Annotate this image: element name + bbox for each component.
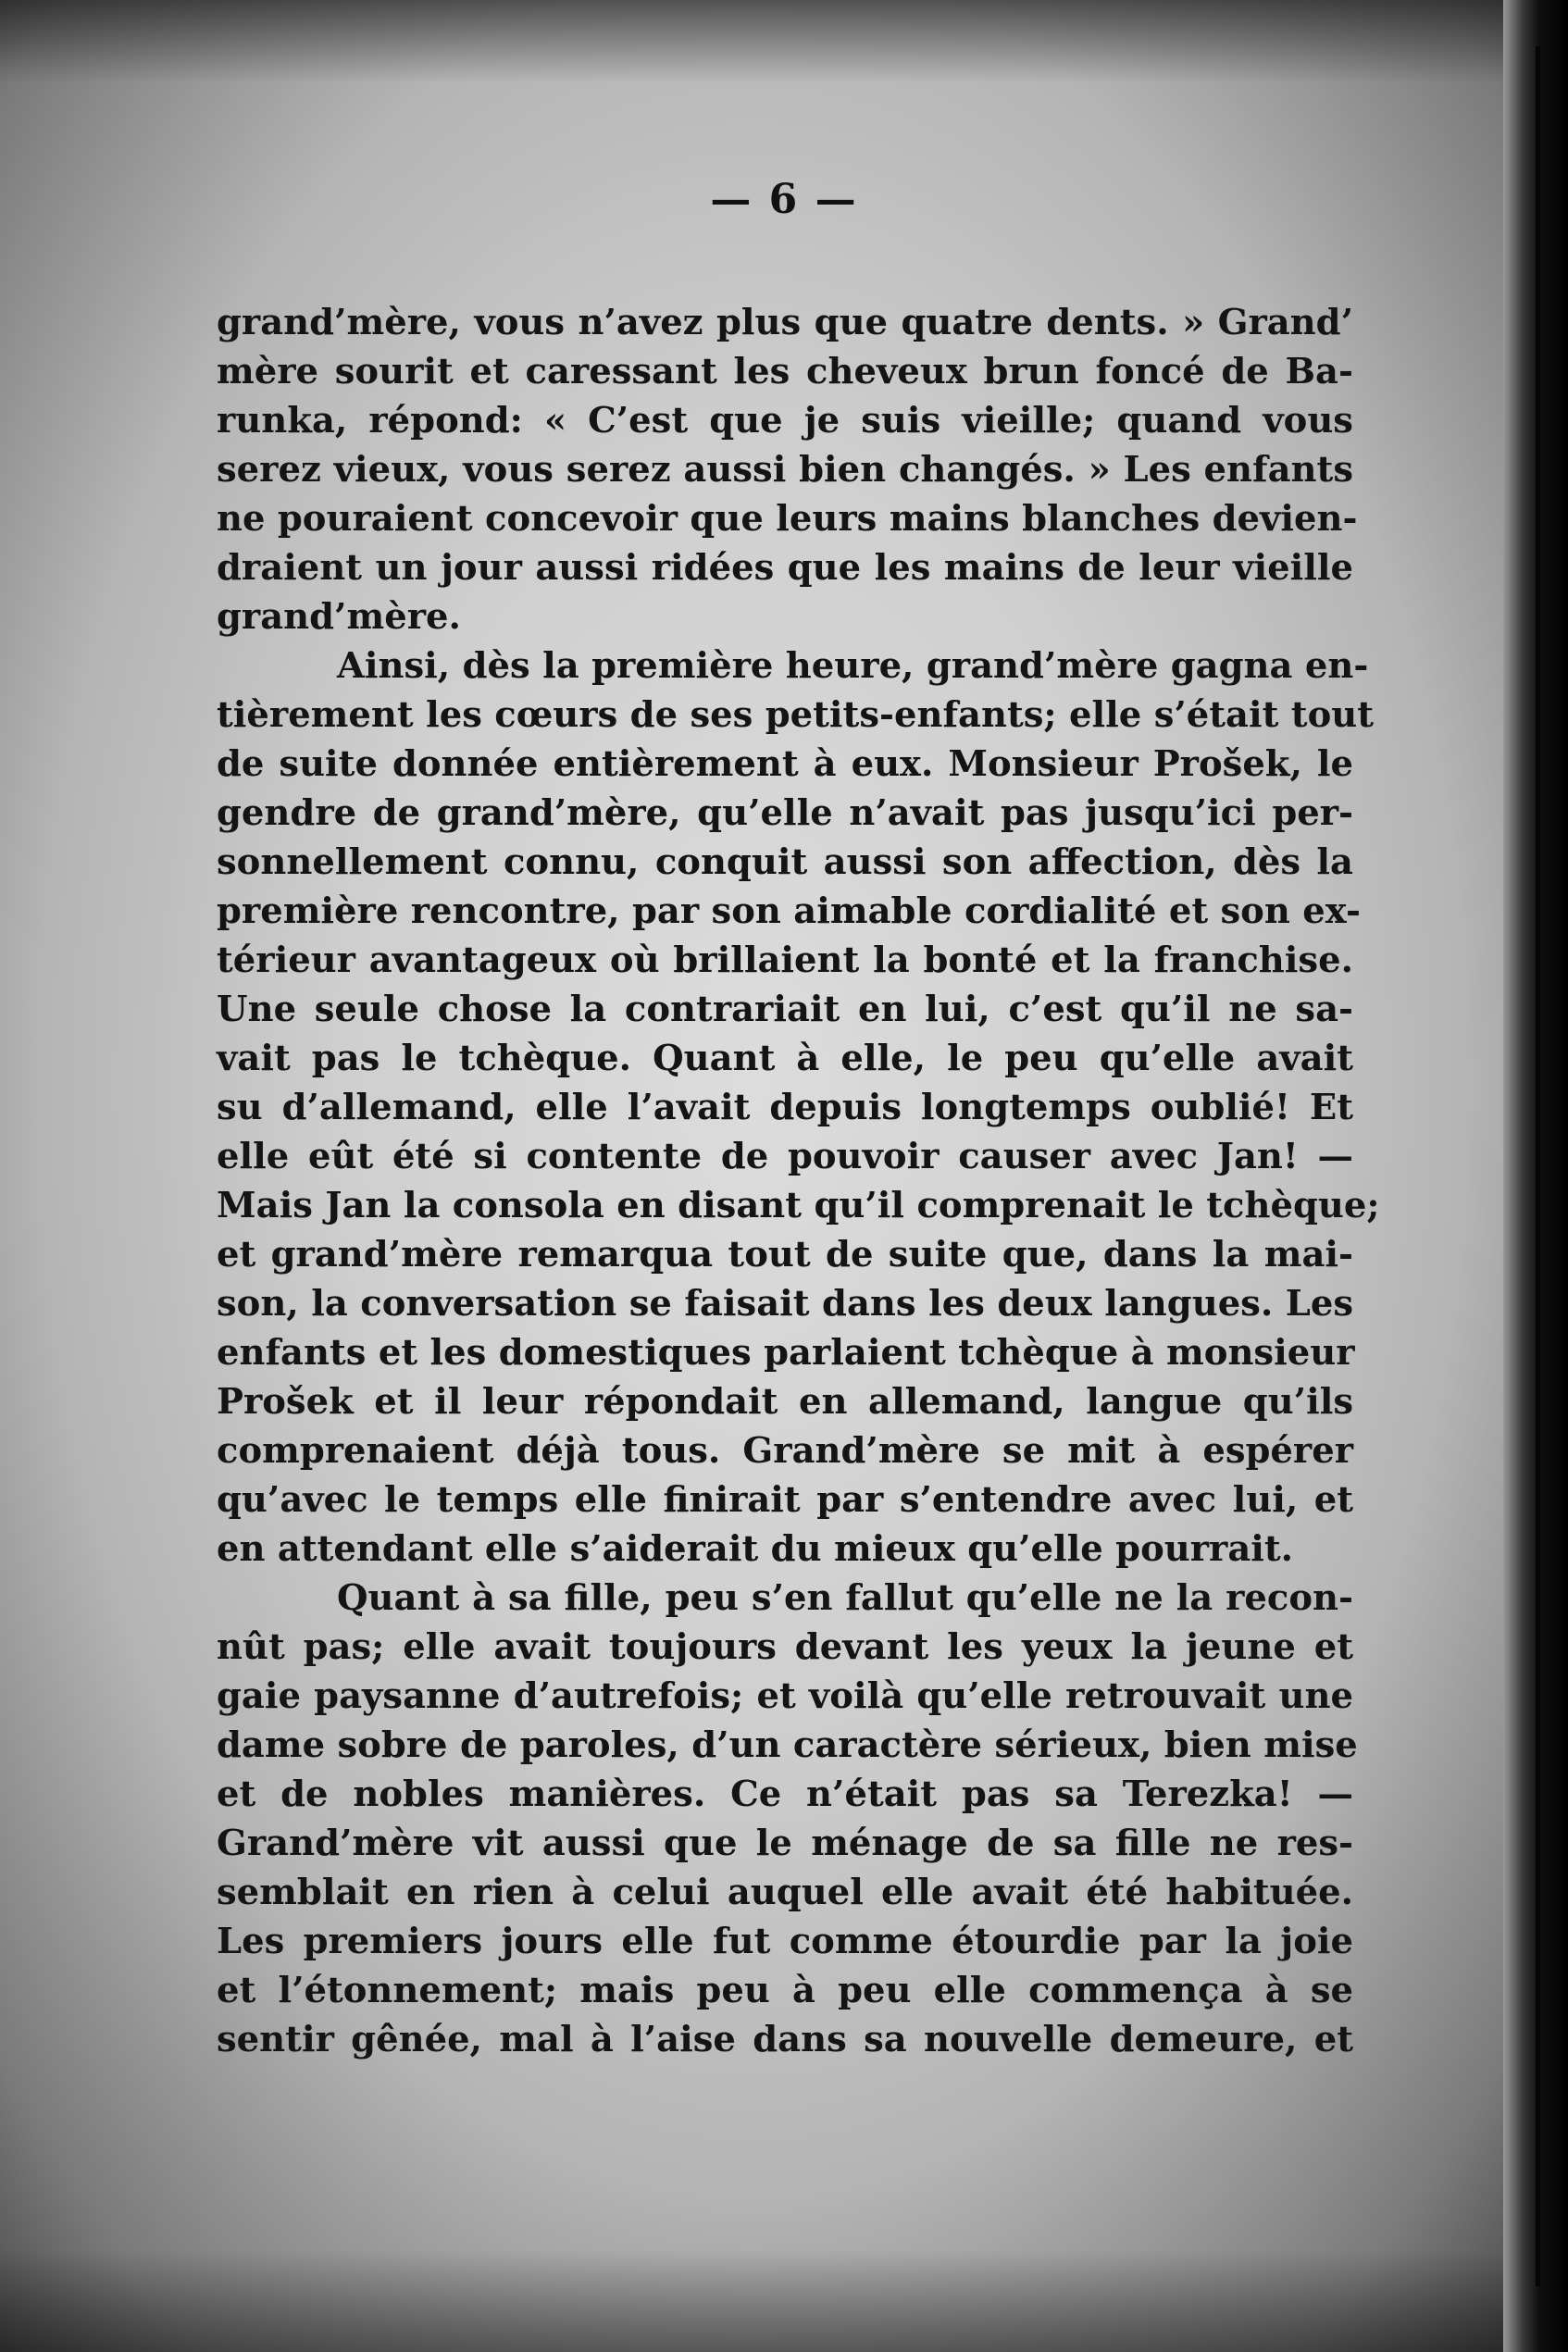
text-line: dame sobre de paroles, d’un caractère sérieux, bien mise bbox=[217, 1724, 1358, 1766]
body-text bbox=[217, 298, 1380, 2064]
text-line: et grand’mère remarqua tout de suite que, dans la mai- bbox=[217, 1234, 1353, 1276]
text-line: son, la conversation se faisait dans les deux langues. Les bbox=[217, 1283, 1353, 1325]
text-line: su d’allemand, elle l’avait depuis longtemps oublié! Et bbox=[217, 1087, 1353, 1128]
text-line: première rencontre, par son aimable cordialité et son ex- bbox=[217, 890, 1362, 932]
text-line: semblait en rien à celui auquel elle avait été habituée. bbox=[217, 1872, 1353, 1913]
text-line: vait pas le tchèque. Quant à elle, le peu qu’elle avait bbox=[217, 1038, 1353, 1079]
text-line: Grand’mère vit aussi que le ménage de sa fille ne res- bbox=[217, 1823, 1353, 1864]
text-line: Les premiers jours elle fut comme étourdie par la joie bbox=[217, 1921, 1353, 1962]
text-line: enfants et les domestiques parlaient tchèque à monsieur bbox=[217, 1332, 1355, 1374]
text-line: nût pas; elle avait toujours devant les yeux la jeune et bbox=[217, 1626, 1353, 1668]
page-number: — 6 — bbox=[710, 176, 858, 223]
text-line: Une seule chose la contrariait en lui, c’est qu’il ne sa- bbox=[217, 989, 1353, 1030]
text-line: ne pouraient concevoir que leurs mains blanches devien- bbox=[217, 498, 1358, 540]
text-line: gaie paysanne d’autrefois; et voilà qu’elle retrouvait une bbox=[217, 1675, 1353, 1717]
text-line: grand’mère, vous n’avez plus que quatre dents. » Grand’ bbox=[217, 302, 1353, 343]
text-line: gendre de grand’mère, qu’elle n’avait pas jusqu’ici per- bbox=[217, 792, 1353, 834]
text-line: et l’étonnement; mais peu à peu elle commença à se bbox=[217, 1970, 1353, 2011]
text-line: de suite donnée entièrement à eux. Monsieur Prošek, le bbox=[217, 743, 1353, 785]
text-line: draient un jour aussi ridées que les mains de leur vieille bbox=[217, 547, 1353, 589]
text-line: et de nobles manières. Ce n’était pas sa Terezka! — bbox=[217, 1773, 1353, 1815]
bottom-edge-shadow bbox=[0, 2250, 1568, 2352]
text-line: grand’mère. bbox=[217, 596, 461, 638]
spine-rule bbox=[1536, 46, 1540, 2286]
text-line: tièrement les cœurs de ses petits-enfants; elle s’était tout bbox=[217, 694, 1375, 736]
text-line: Quant à sa fille, peu s’en fallut qu’elle ne la recon- bbox=[337, 1577, 1353, 1619]
text-line: Ainsi, dès la première heure, grand’mère gagna en- bbox=[337, 645, 1369, 687]
text-line: comprenaient déjà tous. Grand’mère se mit à espérer bbox=[217, 1430, 1353, 1472]
text-line: térieur avantageux où brillaient la bonté et la franchise. bbox=[217, 940, 1353, 981]
text-line: Mais Jan la consola en disant qu’il comprenait le tchèque; bbox=[217, 1185, 1380, 1226]
text-line: mère sourit et caressant les cheveux brun foncé de Ba- bbox=[217, 351, 1353, 392]
text-line: qu’avec le temps elle finirait par s’entendre avec lui, et bbox=[217, 1479, 1353, 1521]
text-line: runka, répond: « C’est que je suis vieille; quand vous bbox=[217, 400, 1353, 442]
text-line: sentir gênée, mal à l’aise dans sa nouvelle demeure, et bbox=[217, 2019, 1353, 2060]
top-edge-shadow bbox=[0, 0, 1568, 83]
text-line: Prošek et il leur répondait en allemand, langue qu’ils bbox=[217, 1381, 1353, 1423]
text-line: en attendant elle s’aiderait du mieux qu’elle pourrait. bbox=[217, 1528, 1294, 1570]
text-line: serez vieux, vous serez aussi bien changés. » Les enfants bbox=[217, 449, 1353, 491]
text-line: elle eût été si contente de pouvoir causer avec Jan! — bbox=[217, 1136, 1353, 1177]
text-line: sonnellement connu, conquit aussi son affection, dès la bbox=[217, 841, 1353, 883]
